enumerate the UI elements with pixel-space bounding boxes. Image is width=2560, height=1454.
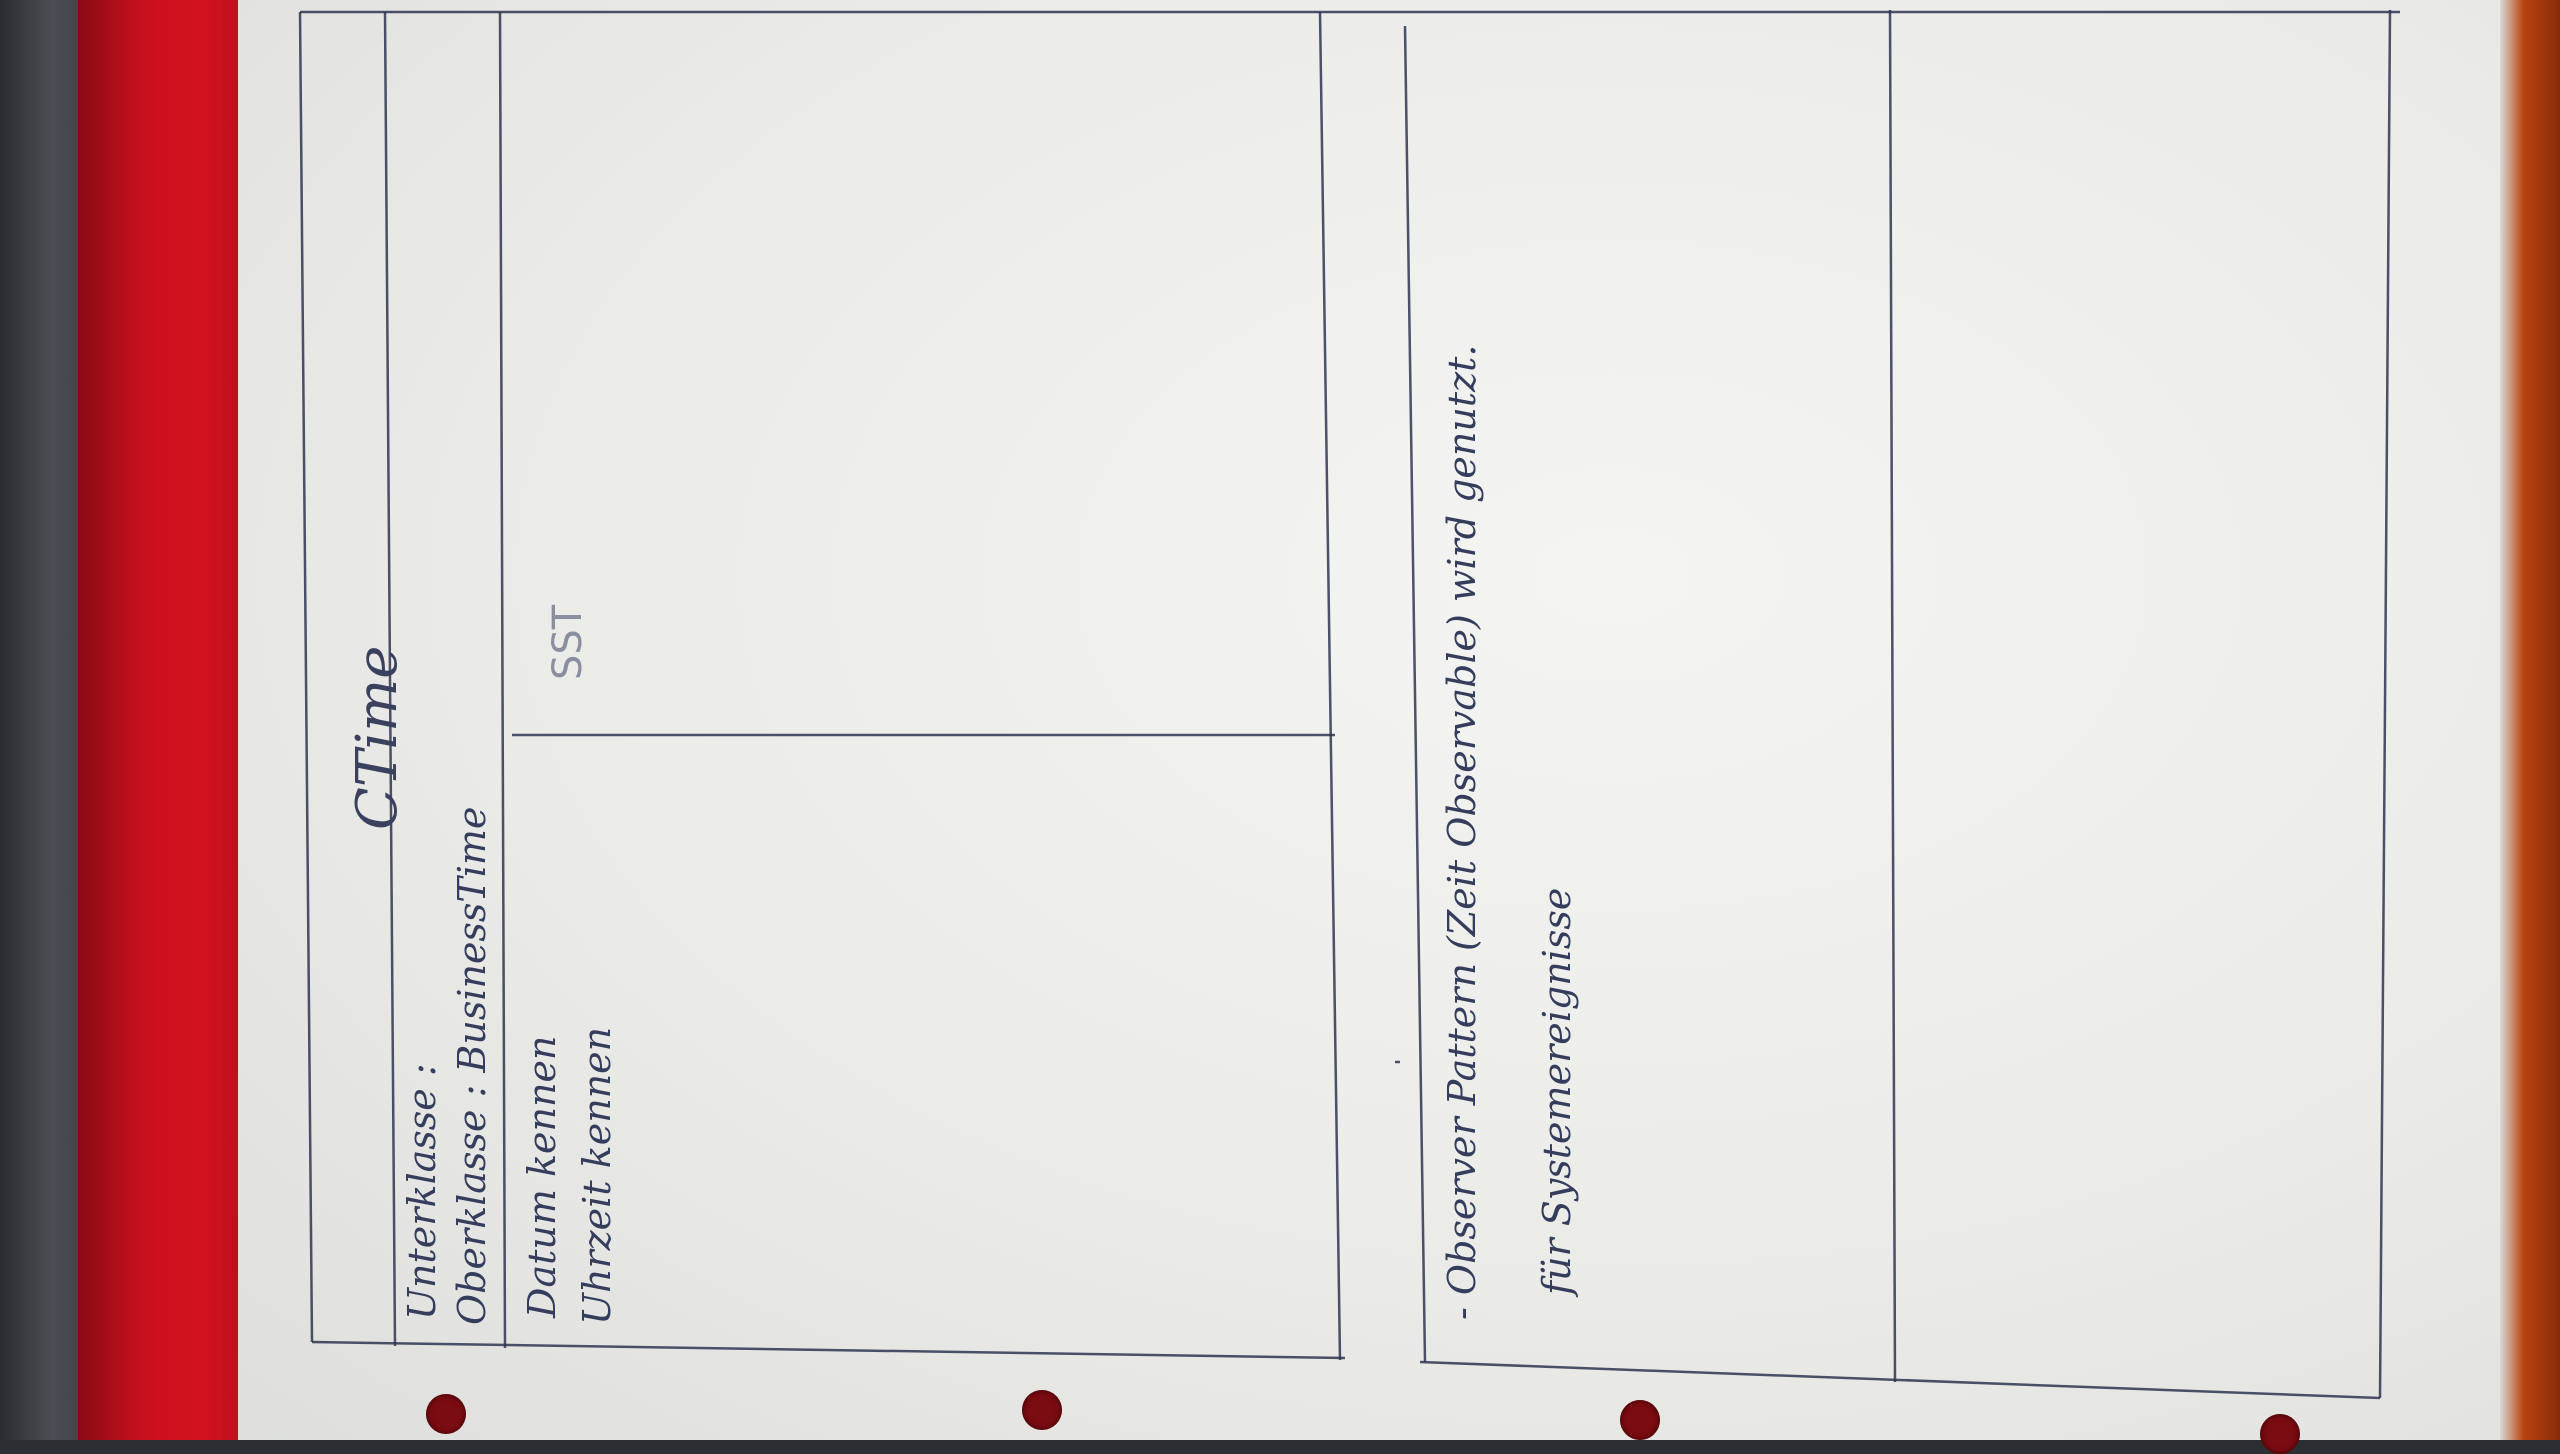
note-line: - Observer Pattern (Zeit Observable) wird genutzt.	[1440, 344, 1484, 1320]
superclass-line: Oberklasse : BusinessTime	[450, 806, 494, 1325]
subclass-line: Unterklasse :	[400, 1063, 444, 1320]
responsibility-item: Datum kennen	[520, 1035, 564, 1318]
note-line: für Systemereignisse	[1535, 887, 1579, 1295]
collaborator-label: SST	[545, 604, 591, 680]
responsibility-item: Uhrzeit kennen	[575, 1026, 619, 1325]
class-name-title: CTime	[345, 645, 410, 830]
